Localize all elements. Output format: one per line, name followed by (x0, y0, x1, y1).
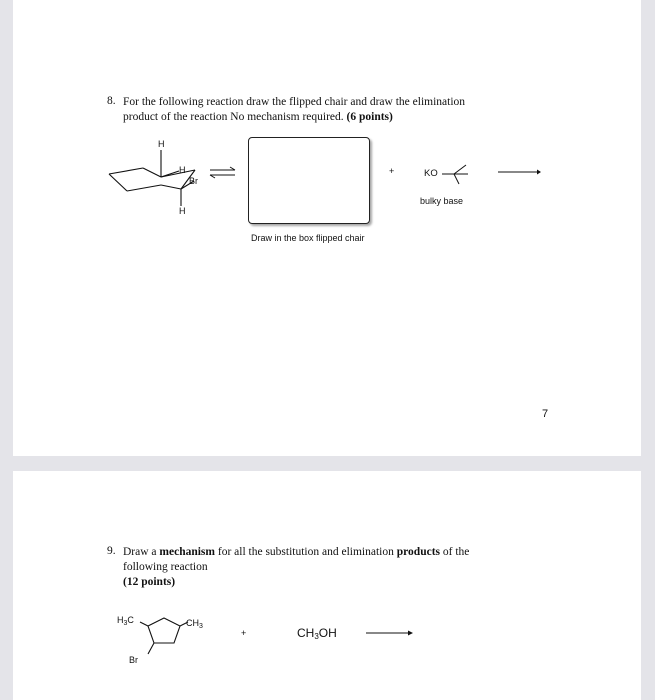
page-2 (13, 471, 641, 700)
ch3-sub: 3 (199, 623, 203, 630)
question-9-line2: following reaction (123, 561, 208, 573)
chair-h-equatorial: H (179, 165, 186, 175)
chair-bond (109, 174, 127, 191)
reagent-ko: KO (424, 168, 438, 179)
methanol-oh: OH (318, 626, 337, 640)
bulky-base-label: bulky base (420, 196, 464, 206)
question-9-text (123, 545, 469, 590)
chair-bond (143, 168, 161, 177)
q9-mechanism: mechanism (159, 546, 215, 558)
chair-bond (161, 185, 181, 189)
q9-intro: Draw a (123, 546, 157, 558)
question-8-points: (6 points) (346, 111, 393, 123)
q9-mid: for all the substitution and elimination (217, 546, 394, 558)
chair-cyclohexane-structure (103, 140, 233, 230)
question-8-text (123, 95, 465, 125)
h3c-sub: 3 (123, 620, 128, 627)
question-9-number: 9. (107, 545, 116, 557)
chair-h-bottom: H (179, 206, 186, 216)
methanol-ch: CH (297, 626, 315, 640)
chair-br: Br (189, 176, 198, 186)
reaction-arrow-icon (497, 168, 541, 176)
chair-bond (109, 168, 143, 174)
ch3-ch: CH (186, 618, 199, 628)
question-9-points: (12 points) (123, 576, 176, 588)
plus-sign: + (389, 166, 395, 176)
h3c-group (117, 615, 134, 627)
ch3-group (186, 618, 203, 630)
question-8-line2 (123, 110, 465, 125)
q9-plus-sign: + (241, 628, 247, 638)
chair-h-top: H (158, 139, 165, 149)
question-8-number: 8. (107, 95, 116, 107)
chair-bond (127, 185, 161, 191)
equilibrium-arrow-icon (209, 166, 239, 180)
question-8-line2-text: product of the reaction No mechanism required. (123, 111, 344, 123)
h3c-h: H (117, 615, 124, 625)
tert-butyl-group-structure (440, 162, 476, 186)
question-9-line1 (123, 545, 469, 560)
flipped-chair-drawing-box[interactable] (248, 137, 370, 224)
page-1 (13, 0, 641, 456)
page-number: 7 (542, 408, 549, 420)
q9-products: products (396, 546, 440, 558)
box-caption: Draw in the box flipped chair (251, 233, 365, 243)
q9-reaction-arrow-icon (365, 629, 413, 637)
question-8-line1: For the following reaction draw the flipped chair and draw the elimination (123, 96, 466, 108)
cyclopentane-br: Br (129, 655, 138, 665)
h3c-c: C (127, 615, 134, 625)
q9-tail: of the (442, 546, 470, 558)
methanol-sub: 3 (314, 632, 319, 641)
methanol-reagent (297, 626, 337, 641)
